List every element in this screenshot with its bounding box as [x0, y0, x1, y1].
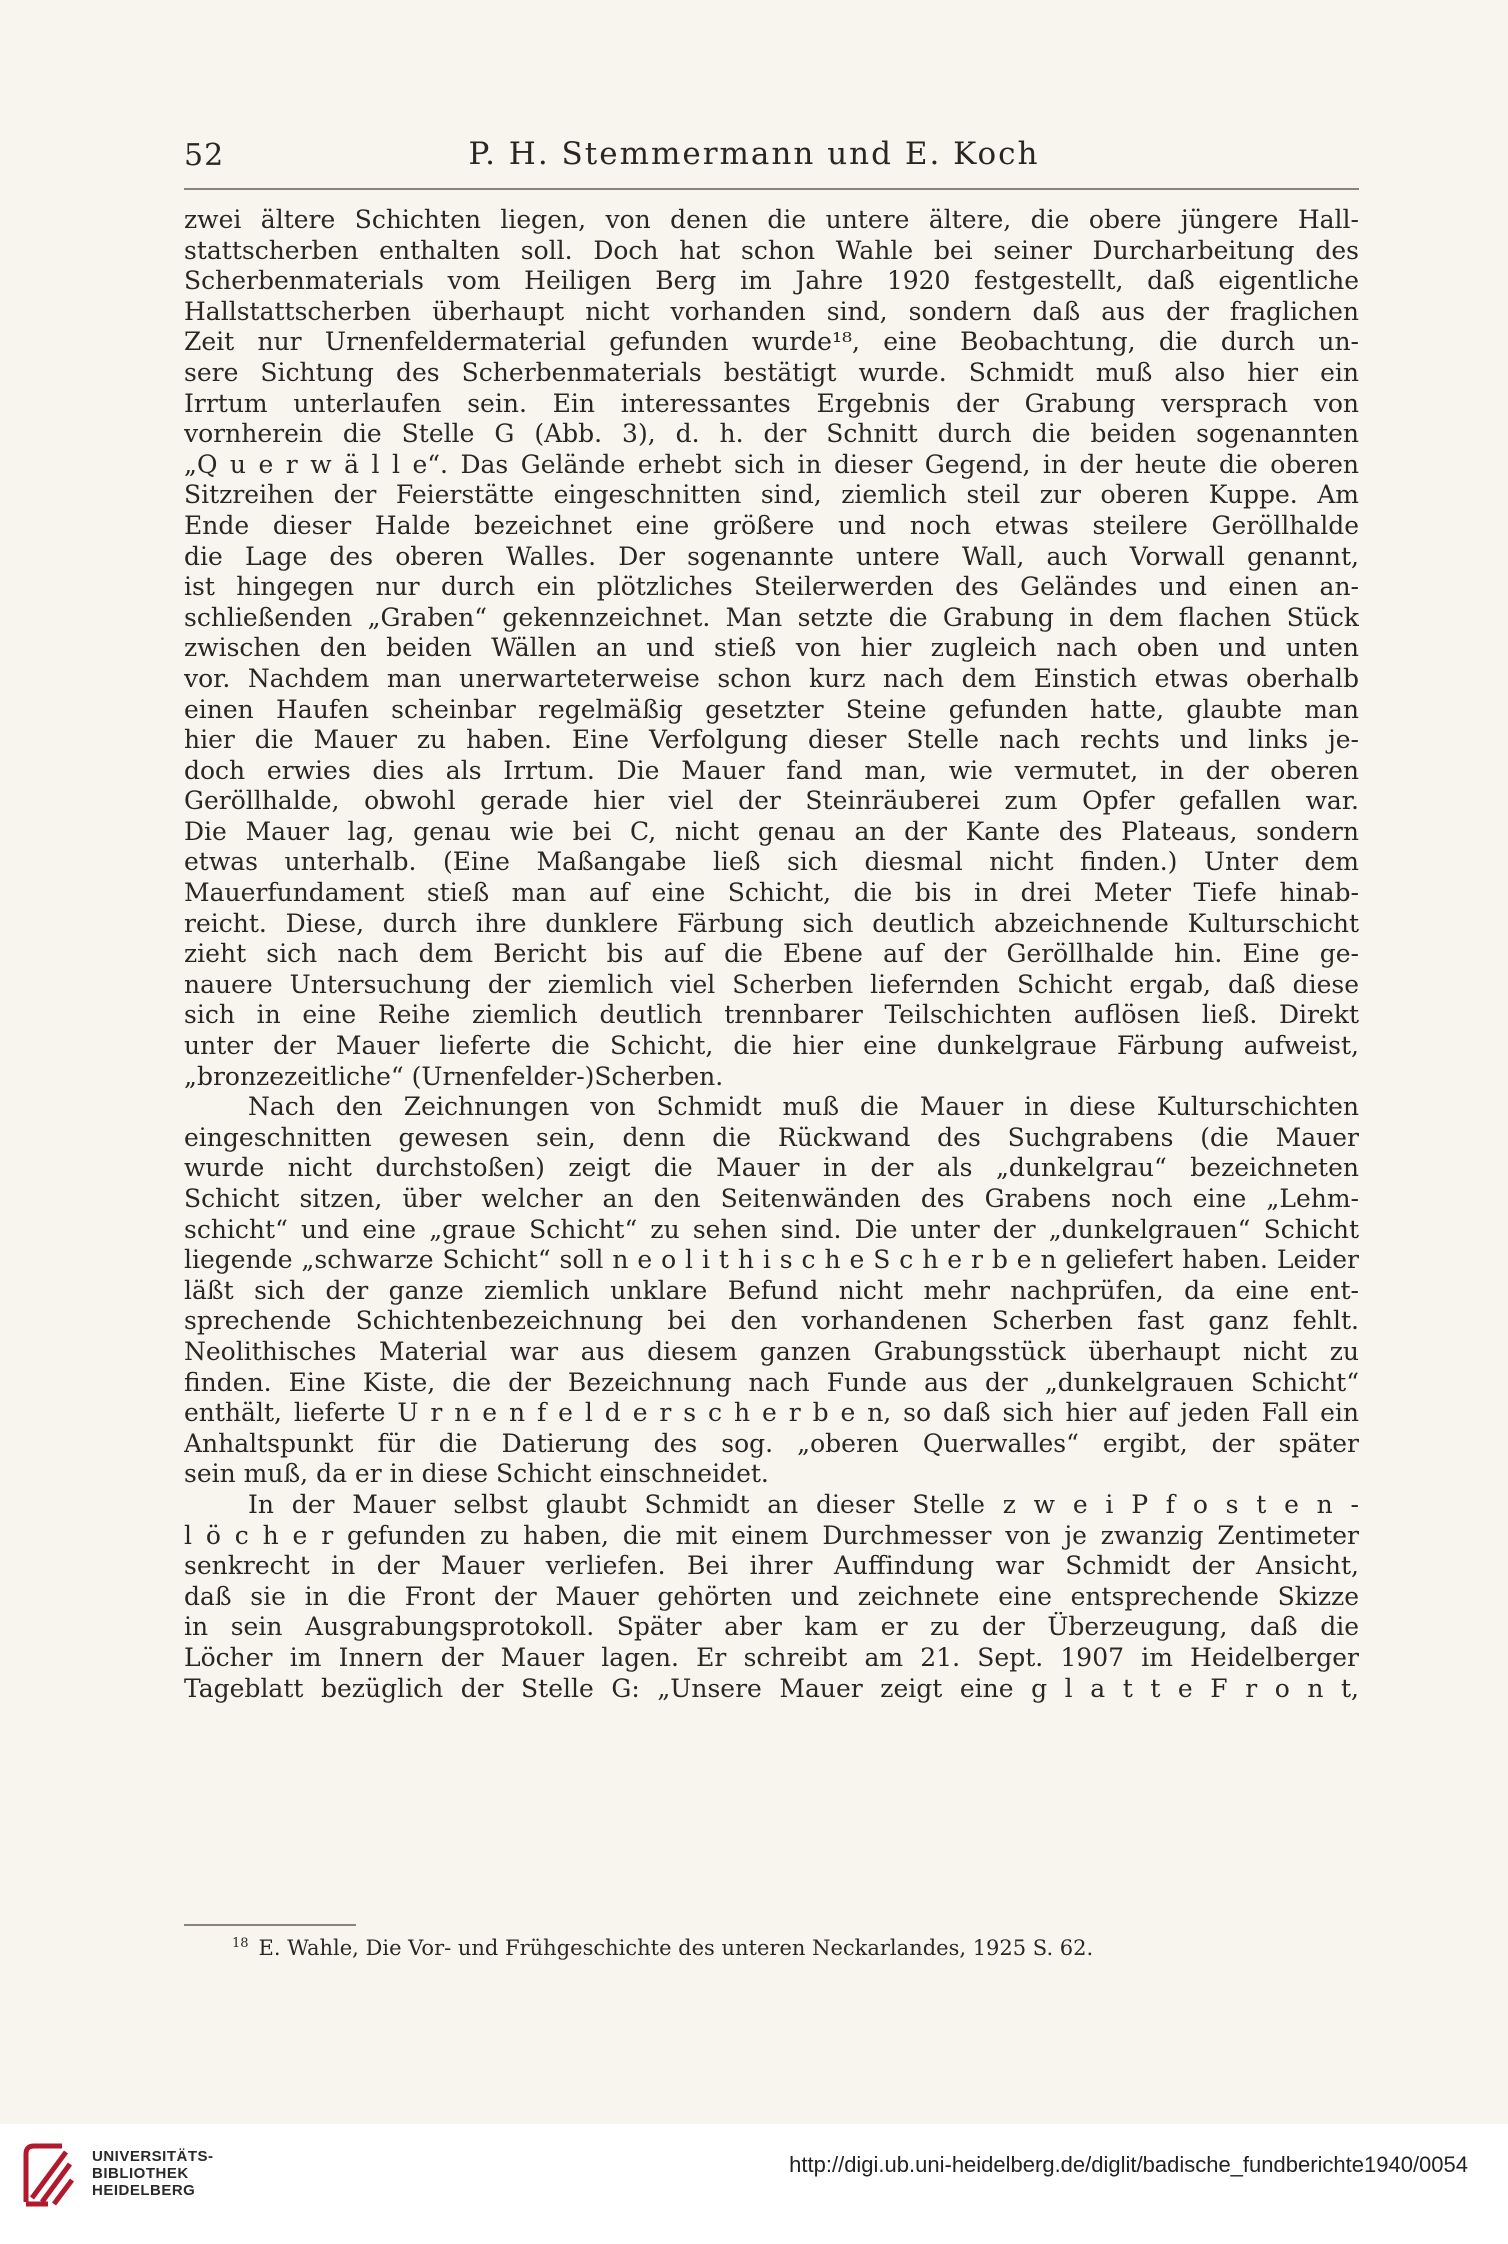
text-line: etwas unterhalb. (Eine Maßangabe ließ sich diesmal nicht finden.) Unter dem — [184, 847, 1359, 877]
text-line: eingeschnitten gewesen sein, denn die Rückwand des Suchgrabens (die Mauer — [184, 1122, 1359, 1152]
library-logo-icon — [18, 2140, 78, 2210]
text-line: die Lage des oberen Walles. Der sogenannte untere Wall, auch Vorwall genannt, — [184, 541, 1359, 571]
text-line: wurde nicht durchstoßen) zeigt die Mauer in der als „dunkelgrau“ bezeichneten — [184, 1153, 1359, 1183]
text-line: Die Mauer lag, genau wie bei C, nicht genau an der Kante des Plateaus, sondern — [184, 816, 1359, 846]
text-line: Scherbenmaterials vom Heiligen Berg im Jahre 1920 festgestellt, daß eigentliche — [184, 266, 1359, 296]
footnote-rule — [184, 1924, 356, 1926]
text-line: Anhaltspunkt für die Datierung des sog. „oberen Querwalles“ ergibt, der später — [184, 1428, 1359, 1458]
text-line: in sein Ausgrabungsprotokoll. Später aber kam er zu der Überzeugung, daß die — [184, 1612, 1359, 1642]
text-line: finden. Eine Kiste, die der Bezeichnung nach Funde aus der „dunkelgrauen Schicht“ — [184, 1367, 1359, 1397]
footer-bar — [0, 2124, 1508, 2244]
text-line: vor. Nachdem man unerwarteterweise schon kurz nach dem Einstich etwas oberhalb — [184, 663, 1359, 693]
text-line: Geröllhalde, obwohl gerade hier viel der Steinräuberei zum Opfer gefallen war. — [184, 786, 1359, 816]
text-line: Irrtum unterlaufen sein. Ein interessantes Ergebnis der Grabung versprach von — [184, 388, 1359, 418]
text-line: schließenden „Graben“ gekennzeichnet. Man setzte die Grabung in dem flachen Stück — [184, 602, 1359, 632]
text-line: Nach den Zeichnungen von Schmidt muß die Mauer in diese Kulturschichten — [248, 1092, 1359, 1122]
text-line: zieht sich nach dem Bericht bis auf die Ebene auf der Geröllhalde hin. Eine ge- — [184, 939, 1359, 969]
source-url-link[interactable]: http://digi.ub.uni-heidelberg.de/diglit/badische_fundberichte1940/0054 — [789, 2152, 1468, 2177]
library-name: UNIVERSITÄTS- BIBLIOTHEK HEIDELBERG — [92, 2148, 214, 2199]
text-line: Schicht sitzen, über welcher an den Seitenwänden des Grabens noch eine „Lehm- — [184, 1184, 1359, 1213]
text-line: enthält, lieferte U r n e n f e l d e r s c h e r b e n, so daß sich hier auf jeden Fall ein — [184, 1398, 1359, 1428]
footnote-marker: 18 — [232, 1936, 249, 1951]
footnote — [232, 1936, 1359, 1960]
text-line: zwischen den beiden Wällen an und stieß von hier zugleich nach oben und unten — [184, 633, 1359, 663]
text-line: reicht. Diese, durch ihre dunklere Färbung sich deutlich abzeichnende Kulturschicht — [184, 908, 1359, 938]
text-line: Ende dieser Halde bezeichnet eine größere und noch etwas steilere Geröllhalde — [184, 510, 1359, 540]
text-line: Tageblatt bezüglich der Stelle G: „Unsere Mauer zeigt eine g l a t t e F r o n t, — [184, 1673, 1359, 1703]
text-line: hier die Mauer zu haben. Eine Verfolgung dieser Stelle nach rechts und links je- — [184, 725, 1359, 755]
footnote-text: E. Wahle, Die Vor- und Frühgeschichte des unteren Neckarlandes, 1925 S. 62. — [258, 1936, 1094, 1960]
text-line: sprechende Schichtenbezeichnung bei den vorhandenen Scherben fast ganz fehlt. — [184, 1306, 1359, 1336]
text-line: stattscherben enthalten soll. Doch hat schon Wahle bei seiner Durcharbeitung des — [184, 235, 1359, 265]
text-line: „Q u e r w ä l l e“. Das Gelände erhebt sich in dieser Gegend, in der heute die oberen — [184, 449, 1359, 479]
text-line: doch erwies dies als Irrtum. Die Mauer fand man, wie vermutet, in der oberen — [184, 755, 1359, 785]
text-line: ist hingegen nur durch ein plötzliches Steilerwerden des Geländes und einen an- — [184, 572, 1359, 602]
text-line: sere Sichtung des Scherbenmaterials bestätigt wurde. Schmidt muß also hier ein — [184, 357, 1359, 387]
text-line: Sitzreihen der Feierstätte eingeschnitten sind, ziemlich steil zur oberen Kuppe. Am — [184, 480, 1359, 510]
text-line: Hallstattscherben überhaupt nicht vorhanden sind, sondern daß aus der fraglichen — [184, 296, 1359, 326]
text-line: liegende „schwarze Schicht“ soll n e o l i t h i s c h e S c h e r b e n geliefert haben. Leider — [184, 1245, 1359, 1275]
text-line: Mauerfundament stieß man auf eine Schicht, die bis in drei Meter Tiefe hinab- — [184, 878, 1359, 908]
page-number: 52 — [184, 138, 225, 173]
text-line: Neolithisches Material war aus diesem ganzen Grabungsstück überhaupt nicht zu — [184, 1336, 1359, 1366]
running-head: P. H. Stemmermann und E. Koch — [468, 136, 1040, 172]
body-text — [184, 205, 1359, 1704]
header-rule — [184, 188, 1359, 190]
text-line: unter der Mauer lieferte die Schicht, die hier eine dunkelgraue Färbung aufweist, — [184, 1031, 1359, 1061]
text-line: l ö c h e r gefunden zu haben, die mit einem Durchmesser von je zwanzig Zentimeter — [184, 1520, 1359, 1550]
text-line: zwei ältere Schichten liegen, von denen die untere ältere, die obere jüngere Hall- — [184, 205, 1359, 234]
text-line: „bronzezeitliche“ (Urnenfelder-)Scherben. — [184, 1061, 724, 1091]
text-line: daß sie in die Front der Mauer gehörten und zeichnete eine entsprechende Skizze — [184, 1581, 1359, 1611]
text-line: In der Mauer selbst glaubt Schmidt an dieser Stelle z w e i P f o s t e n - — [248, 1489, 1359, 1519]
text-line: läßt sich der ganze ziemlich unklare Befund nicht mehr nachprüfen, da eine ent- — [184, 1275, 1359, 1305]
text-line: Löcher im Innern der Mauer lagen. Er schreibt am 21. Sept. 1907 im Heidelberger — [184, 1642, 1359, 1672]
text-line: einen Haufen scheinbar regelmäßig gesetzter Steine gefunden hatte, glaubte man — [184, 694, 1359, 724]
text-line: nauere Untersuchung der ziemlich viel Scherben liefernden Schicht ergab, daß diese — [184, 969, 1359, 999]
text-line: sein muß, da er in diese Schicht einschneidet. — [184, 1459, 769, 1489]
text-line: Zeit nur Urnenfeldermaterial gefunden wurde¹⁸, eine Beobachtung, die durch un- — [184, 327, 1359, 357]
text-line: schicht“ und eine „graue Schicht“ zu sehen sind. Die unter der „dunkelgrauen“ Schicht — [184, 1214, 1359, 1244]
text-line: vornherein die Stelle G (Abb. 3), d. h. der Schnitt durch die beiden sogenannten — [184, 419, 1359, 449]
text-line: sich in eine Reihe ziemlich deutlich trennbarer Teilschichten auflösen ließ. Direkt — [184, 1000, 1359, 1030]
text-line: senkrecht in der Mauer verliefen. Bei ihrer Auffindung war Schmidt der Ansicht, — [184, 1551, 1359, 1581]
